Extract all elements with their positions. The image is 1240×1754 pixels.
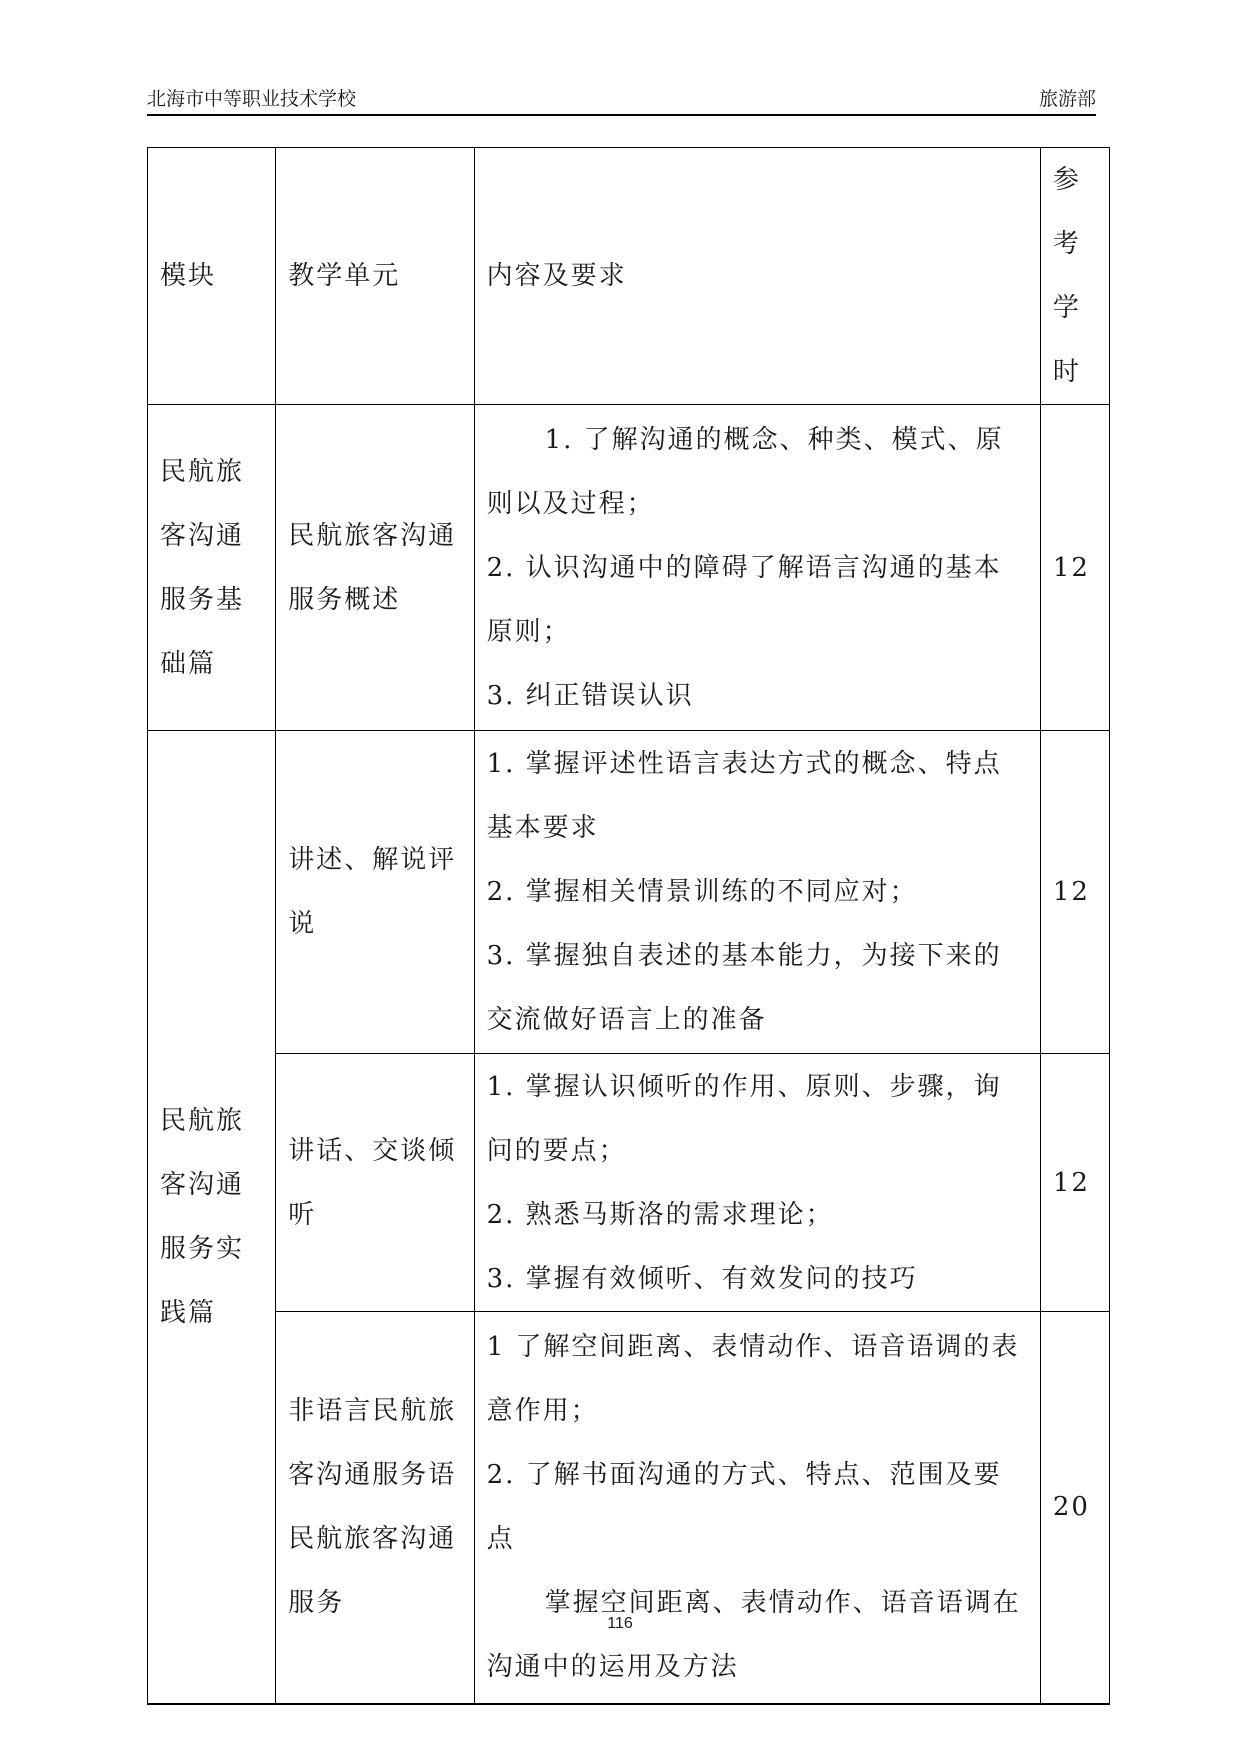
hours-cell: 12 [1040,1054,1109,1312]
content-cell [474,731,1040,1054]
content-item: 1. 掌握认识倾听的作用、原则、步骤，询问的要点； [486,1071,1002,1166]
content-item: 1. 了解沟通的概念、种类、模式、原则以及过程； [486,424,1004,519]
syllabus-table [147,147,1110,1705]
header-hours-line2: 学时 [1052,293,1081,387]
header-hours-line1: 参考 [1052,165,1081,259]
department-name: 旅游部 [1038,88,1096,110]
header-unit: 教学单元 [276,148,474,405]
content-item: 2. 熟悉马斯洛的需求理论； [486,1199,834,1230]
page-header [147,86,1096,116]
unit-cell: 非语言民航旅客沟通服务语民航旅客沟通服务 [276,1312,474,1704]
content-cell [474,1054,1040,1312]
unit-cell: 讲述、解说评说 [276,731,474,1054]
table-row [148,1312,1110,1704]
content-item: 2. 认识沟通中的障碍了解语言沟通的基本原则； [486,552,1002,647]
header-hours [1040,148,1109,405]
unit-cell: 讲话、交谈倾听 [276,1054,474,1312]
hours-cell: 12 [1040,731,1109,1054]
content-item: 1. 掌握评述性语言表达方式的概念、特点基本要求 [486,749,1002,843]
page-number: 116 [607,1615,633,1632]
table-row [148,405,1110,731]
content-item: 1 了解空间距离、表情动作、语音语调的表意作用； [486,1332,1020,1427]
content-item: 2. 掌握相关情景训练的不同应对； [486,877,918,907]
content-cell [474,405,1040,731]
content-cell [474,1312,1040,1704]
content-item: 掌握空间距离、表情动作、语音语调在沟通中的运用及方法 [486,1588,1021,1683]
table-row [148,1054,1110,1312]
hours-cell: 12 [1040,405,1109,731]
header-content: 内容及要求 [474,148,1040,405]
content-item: 3. 掌握有效倾听、有效发问的技巧 [486,1263,918,1294]
module-cell: 民航旅客沟通服务实践篇 [148,731,276,1704]
school-name: 北海市中等职业技术学校 [147,88,357,110]
content-item: 3. 纠正错误认识 [486,680,694,711]
content-item: 2. 了解书面沟通的方式、特点、范围及要点 [486,1460,1002,1555]
hours-cell: 20 [1040,1312,1109,1704]
unit-cell: 民航旅客沟通服务概述 [276,405,474,731]
table-header-row [148,148,1110,405]
content-item: 3. 掌握独自表述的基本能力，为接下来的交流做好语言上的准备 [486,941,1002,1035]
table-row [148,731,1110,1054]
module-cell: 民航旅客沟通服务基础篇 [148,405,276,731]
header-module: 模块 [148,148,276,405]
